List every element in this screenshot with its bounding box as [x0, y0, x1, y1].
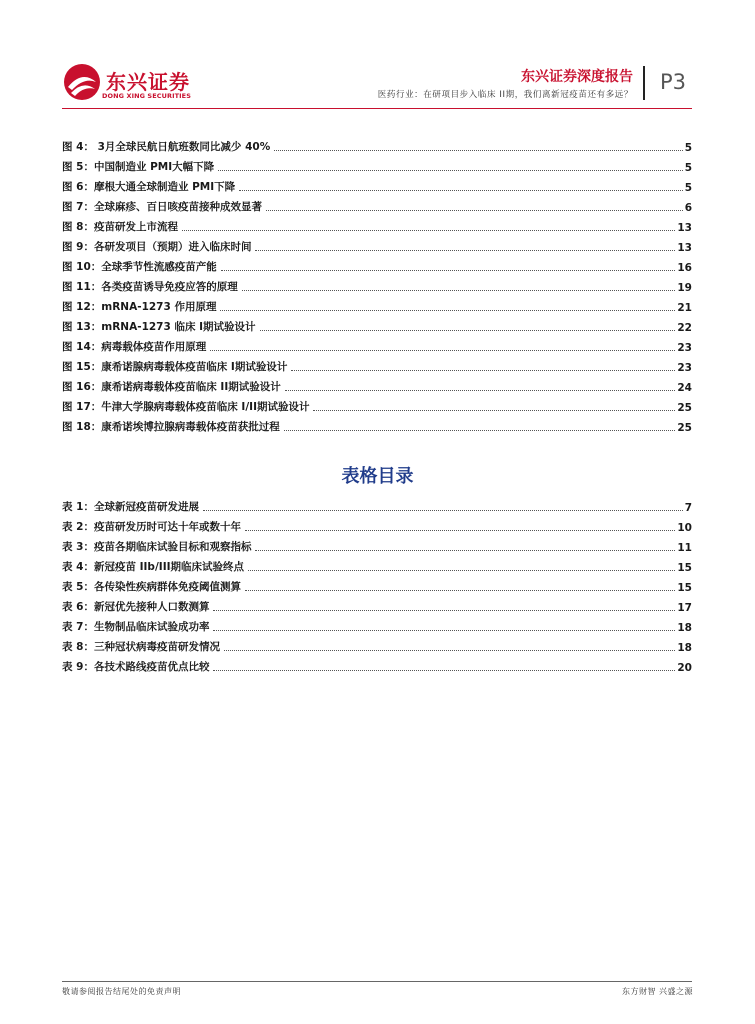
toc-leader	[213, 630, 675, 631]
toc-page: 21	[677, 302, 692, 314]
toc-page: 19	[677, 282, 692, 294]
toc-leader	[210, 350, 675, 351]
toc-leader	[218, 170, 683, 171]
toc-page: 23	[677, 342, 692, 354]
toc-label: 图 8：疫苗研发上市流程	[62, 221, 178, 233]
toc-page: 7	[684, 502, 692, 514]
toc-label: 图 11：各类疫苗诱导免疫应答的原理	[62, 281, 238, 293]
toc-leader	[291, 370, 675, 371]
toc-leader	[220, 310, 675, 311]
toc-page: 24	[677, 382, 692, 394]
toc-leader	[255, 250, 675, 251]
toc-page: 5	[684, 142, 692, 154]
toc-row[interactable]	[62, 538, 692, 554]
toc-page: 13	[677, 222, 692, 234]
toc-page: 5	[684, 182, 692, 194]
toc-leader	[274, 150, 682, 151]
toc-label: 表 9：各技术路线疫苗优点比较	[62, 661, 210, 673]
toc-row[interactable]	[62, 398, 692, 414]
toc-leader	[221, 270, 676, 271]
toc-row[interactable]	[62, 618, 692, 634]
logo-emblem-icon	[62, 62, 102, 102]
toc-label: 图 13：mRNA-1273 临床 I期试验设计	[62, 321, 256, 333]
toc-label: 表 2：疫苗研发历时可达十年或数十年	[62, 521, 241, 533]
toc-leader	[245, 590, 675, 591]
toc-row[interactable]	[62, 198, 692, 214]
toc-row[interactable]	[62, 218, 692, 234]
toc-row[interactable]	[62, 518, 692, 534]
toc-leader	[213, 670, 675, 671]
toc-page: 11	[677, 542, 692, 554]
toc-label: 图 17：牛津大学腺病毒载体疫苗临床 I/II期试验设计	[62, 401, 310, 413]
toc-page: 10	[677, 522, 692, 534]
toc-leader	[242, 290, 676, 291]
toc-page: 22	[677, 322, 692, 334]
toc-page: 20	[677, 662, 692, 674]
toc-label: 表 1：全球新冠疫苗研发进展	[62, 501, 199, 513]
toc-row[interactable]	[62, 418, 692, 434]
toc-leader	[248, 570, 675, 571]
toc-leader	[224, 650, 675, 651]
toc-row[interactable]	[62, 558, 692, 574]
toc-row[interactable]	[62, 298, 692, 314]
toc-row[interactable]	[62, 578, 692, 594]
toc-page: 15	[677, 562, 692, 574]
toc-row[interactable]	[62, 358, 692, 374]
tables-section-title: 表格目录	[341, 466, 414, 487]
toc-row[interactable]	[62, 138, 692, 154]
toc-page: 6	[684, 202, 692, 214]
toc-page: 23	[677, 362, 692, 374]
toc-row[interactable]	[62, 498, 692, 514]
toc-leader	[285, 390, 676, 391]
report-subtitle: 医药行业：在研项目步入临床 II期，我们离新冠疫苗还有多远？	[377, 90, 633, 100]
toc-label: 图 14：病毒载体疫苗作用原理	[62, 341, 207, 353]
toc-page: 13	[677, 242, 692, 254]
toc-row[interactable]	[62, 378, 692, 394]
toc-leader	[203, 510, 683, 511]
toc-leader	[260, 330, 676, 331]
toc-row[interactable]	[62, 638, 692, 654]
toc-leader	[255, 550, 675, 551]
toc-label: 表 8：三种冠状病毒疫苗研发情况	[62, 641, 220, 653]
toc-leader	[266, 210, 683, 211]
toc-label: 表 6：新冠优先接种人口数测算	[62, 601, 210, 613]
toc-row[interactable]	[62, 598, 692, 614]
toc-page: 5	[684, 162, 692, 174]
toc-row[interactable]	[62, 158, 692, 174]
toc-label: 图 5：中国制造业 PMI大幅下降	[62, 161, 215, 173]
toc-row[interactable]	[62, 658, 692, 674]
toc-page: 16	[677, 262, 692, 274]
header-rule	[62, 108, 692, 109]
toc-leader	[284, 430, 676, 431]
toc-label: 图 16：康希诺病毒载体疫苗临床 II期试验设计	[62, 381, 281, 393]
toc-label: 图 10：全球季节性流感疫苗产能	[62, 261, 217, 273]
toc-row[interactable]	[62, 238, 692, 254]
toc-row[interactable]	[62, 258, 692, 274]
toc-leader	[245, 530, 675, 531]
toc-page: 25	[677, 402, 692, 414]
page-number: P3	[660, 70, 687, 94]
toc-row[interactable]	[62, 318, 692, 334]
toc-label: 表 7：生物制品临床试验成功率	[62, 621, 210, 633]
footer-slogan: 东方财智 兴盛之源	[621, 987, 693, 996]
footer-disclaimer: 敬请参阅报告结尾处的免责声明	[62, 987, 181, 996]
header-divider	[643, 66, 645, 100]
toc-label: 图 7：全球麻疹、百日咳疫苗接种成效显著	[62, 201, 262, 213]
toc-leader	[213, 610, 675, 611]
footer-rule	[62, 981, 692, 982]
toc-label: 图 6：摩根大通全球制造业 PMI下降	[62, 181, 236, 193]
toc-label: 表 4：新冠疫苗 IIb/III期临床试验终点	[62, 561, 245, 573]
toc-label: 图 4： 3月全球民航日航班数同比减少 40%	[62, 141, 271, 153]
toc-leader	[313, 410, 675, 411]
toc-label: 图 18：康希诺埃博拉腺病毒载体疫苗获批过程	[62, 421, 280, 433]
company-logo	[62, 62, 192, 108]
toc-label: 图 15：康希诺腺病毒载体疫苗临床 I期试验设计	[62, 361, 288, 373]
toc-page: 17	[677, 602, 692, 614]
toc-row[interactable]	[62, 178, 692, 194]
logo-subtext: DONG XING SECURITIES	[102, 92, 191, 100]
report-title: 东兴证券深度报告	[521, 69, 633, 85]
toc-page: 25	[677, 422, 692, 434]
toc-label: 图 12：mRNA-1273 作用原理	[62, 301, 217, 313]
toc-leader	[239, 190, 683, 191]
toc-row[interactable]	[62, 338, 692, 354]
toc-label: 图 9：各研发项目（预期）进入临床时间	[62, 241, 252, 253]
toc-label: 表 3：疫苗各期临床试验目标和观察指标	[62, 541, 252, 553]
toc-label: 表 5：各传染性疾病群体免疫阈值测算	[62, 581, 241, 593]
logo-text: 东兴证券	[106, 70, 190, 94]
toc-row[interactable]	[62, 278, 692, 294]
toc-page: 18	[677, 622, 692, 634]
toc-page: 15	[677, 582, 692, 594]
page-header	[0, 0, 755, 110]
toc-leader	[182, 230, 675, 231]
toc-page: 18	[677, 642, 692, 654]
